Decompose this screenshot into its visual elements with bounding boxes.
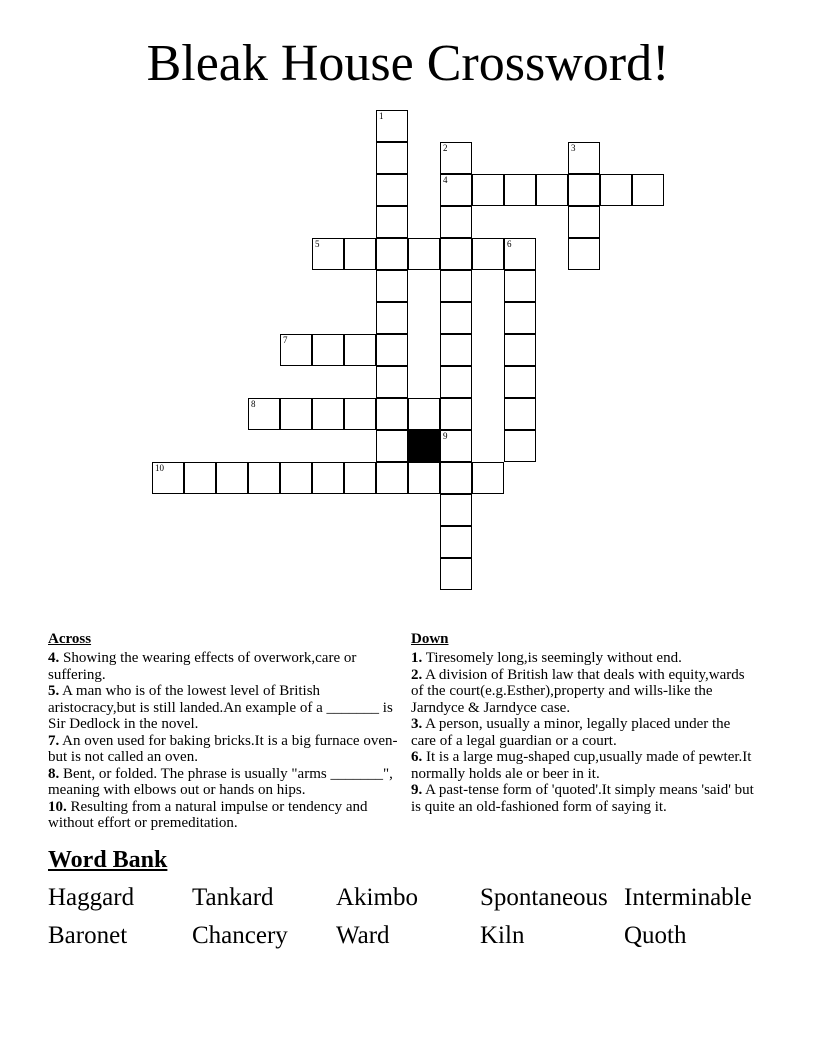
word-bank-item: Quoth xyxy=(624,922,687,949)
grid-cell[interactable] xyxy=(376,174,408,206)
grid-cell[interactable] xyxy=(280,334,312,366)
grid-cell[interactable] xyxy=(376,270,408,302)
clue-number-label: 7 xyxy=(283,335,288,345)
grid-cell[interactable] xyxy=(440,526,472,558)
grid-cell[interactable] xyxy=(536,174,568,206)
clue-across-10 xyxy=(48,799,400,832)
grid-cell[interactable] xyxy=(376,142,408,174)
clue-down-9 xyxy=(411,782,756,815)
grid-cell[interactable] xyxy=(312,462,344,494)
grid-cell[interactable] xyxy=(504,270,536,302)
clue-number: 6. xyxy=(411,749,423,765)
grid-cell[interactable] xyxy=(376,302,408,334)
grid-cell[interactable] xyxy=(376,206,408,238)
clue-text: An oven used for baking bricks.It is a big furnace oven-but is not called an oven. xyxy=(48,732,398,765)
grid-cell[interactable] xyxy=(440,302,472,334)
grid-cell[interactable] xyxy=(280,462,312,494)
grid-cell[interactable] xyxy=(376,238,408,270)
clue-text: A past-tense form of 'quoted'.It simply means 'said' but is quite an old-fashioned form of saying it. xyxy=(411,782,754,815)
grid-cell[interactable] xyxy=(504,302,536,334)
clue-across-7 xyxy=(48,733,400,766)
grid-cell[interactable] xyxy=(568,238,600,270)
grid-cell[interactable] xyxy=(632,174,664,206)
grid-cell[interactable] xyxy=(248,462,280,494)
clue-text: It is a large mug-shaped cup,usually made of pewter.It normally holds ale or beer in it. xyxy=(411,749,752,782)
clue-number-label: 10 xyxy=(155,463,164,473)
clue-across-8 xyxy=(48,766,400,799)
grid-cell[interactable] xyxy=(472,174,504,206)
clue-number: 8. xyxy=(48,765,60,782)
grid-block-cell xyxy=(408,430,440,462)
grid-cell[interactable] xyxy=(376,366,408,398)
grid-cell[interactable] xyxy=(440,238,472,270)
grid-cell[interactable] xyxy=(440,142,472,174)
clue-number: 4. xyxy=(48,650,60,666)
clue-number-label: 9 xyxy=(443,431,448,441)
clue-across-5 xyxy=(48,683,400,733)
grid-cell[interactable] xyxy=(280,398,312,430)
grid-cell[interactable] xyxy=(504,430,536,462)
grid-cell[interactable] xyxy=(440,398,472,430)
grid-cell[interactable] xyxy=(312,398,344,430)
grid-cell[interactable] xyxy=(440,462,472,494)
grid-cell[interactable] xyxy=(312,238,344,270)
grid-cell[interactable] xyxy=(600,174,632,206)
grid-cell[interactable] xyxy=(408,398,440,430)
grid-cell[interactable] xyxy=(376,334,408,366)
grid-cell[interactable] xyxy=(376,430,408,462)
clue-down-6 xyxy=(411,749,756,782)
grid-cell[interactable] xyxy=(152,462,184,494)
grid-cell[interactable] xyxy=(440,334,472,366)
clue-number: 10. xyxy=(48,798,67,815)
grid-cell[interactable] xyxy=(568,142,600,174)
clue-number-label: 3 xyxy=(571,143,576,153)
grid-cell[interactable] xyxy=(568,206,600,238)
clue-number-label: 5 xyxy=(315,239,320,249)
grid-cell[interactable] xyxy=(504,238,536,270)
grid-cell[interactable] xyxy=(184,462,216,494)
clue-text: Resulting from a natural impulse or tendency and without effort or premeditation. xyxy=(48,798,368,831)
grid-cell[interactable] xyxy=(440,174,472,206)
grid-cell[interactable] xyxy=(472,238,504,270)
clue-text: Bent, or folded. The phrase is usually "arms _______", meaning with elbows out or hands on hips. xyxy=(48,765,393,798)
clue-down-2 xyxy=(411,667,756,717)
clue-down-1 xyxy=(411,650,756,667)
grid-cell[interactable] xyxy=(216,462,248,494)
across-heading: Across xyxy=(48,631,92,647)
word-bank-item: Baronet xyxy=(48,922,128,949)
grid-cell[interactable] xyxy=(504,366,536,398)
grid-cell[interactable] xyxy=(440,206,472,238)
word-bank-item: Chancery xyxy=(192,922,288,949)
clue-text: Tiresomely long,is seemingly without end. xyxy=(422,650,682,666)
clue-number: 3. xyxy=(411,716,423,732)
clue-number: 5. xyxy=(48,683,60,699)
word-bank-heading: Word Bank xyxy=(48,847,168,873)
page-title: Bleak House Crossword! xyxy=(146,35,670,92)
down-heading: Down xyxy=(411,631,449,647)
clue-number-label: 8 xyxy=(251,399,256,409)
clue-text: A person, usually a minor, legally placed under the care of a legal guardian or a court. xyxy=(411,716,731,749)
grid-cell[interactable] xyxy=(344,238,376,270)
grid-cell[interactable] xyxy=(440,270,472,302)
grid-cell[interactable] xyxy=(504,398,536,430)
grid-cell[interactable] xyxy=(248,398,280,430)
clue-number-label: 6 xyxy=(507,239,512,249)
grid-cell[interactable] xyxy=(440,494,472,526)
grid-cell[interactable] xyxy=(344,462,376,494)
clue-number: 9. xyxy=(411,782,423,798)
clue-number-label: 2 xyxy=(443,143,448,153)
word-bank-item: Spontaneous xyxy=(480,884,608,911)
grid-cell[interactable] xyxy=(376,110,408,142)
grid-cell[interactable] xyxy=(408,238,440,270)
clue-number-label: 1 xyxy=(379,111,384,121)
grid-cell[interactable] xyxy=(344,334,376,366)
word-bank-item: Kiln xyxy=(480,922,525,949)
grid-cell[interactable] xyxy=(568,174,600,206)
grid-cell[interactable] xyxy=(504,174,536,206)
grid-cell[interactable] xyxy=(440,366,472,398)
clue-number-label: 4 xyxy=(443,175,448,185)
down-clues xyxy=(411,630,756,815)
grid-cell[interactable] xyxy=(472,462,504,494)
word-bank-item: Ward xyxy=(336,922,390,949)
grid-cell[interactable] xyxy=(376,398,408,430)
across-clues xyxy=(48,630,400,832)
clue-down-3 xyxy=(411,716,756,749)
clue-text: A division of British law that deals with equity,wards of the court(e.g.Esther),property and wills-like the Jarndyce & Jarndyce case. xyxy=(411,666,745,716)
clue-number: 7. xyxy=(48,732,60,749)
grid-cell[interactable] xyxy=(376,462,408,494)
word-bank-item: Akimbo xyxy=(336,884,418,911)
clue-text: A man who is of the lowest level of British aristocracy,but is still landed.An example of a _______ is Sir Dedlock in the novel. xyxy=(48,683,393,732)
clue-text: Showing the wearing effects of overwork,care or suffering. xyxy=(48,650,357,683)
grid-cell[interactable] xyxy=(344,398,376,430)
clue-number: 2. xyxy=(411,666,423,683)
grid-cell[interactable] xyxy=(408,462,440,494)
grid-cell[interactable] xyxy=(440,430,472,462)
grid-cell[interactable] xyxy=(440,558,472,590)
word-bank-item: Interminable xyxy=(624,884,752,911)
clue-across-4 xyxy=(48,650,400,683)
clue-number: 1. xyxy=(411,650,423,666)
grid-cell[interactable] xyxy=(504,334,536,366)
word-bank-item: Tankard xyxy=(192,884,274,911)
grid-cell[interactable] xyxy=(312,334,344,366)
word-bank-item: Haggard xyxy=(48,884,135,911)
